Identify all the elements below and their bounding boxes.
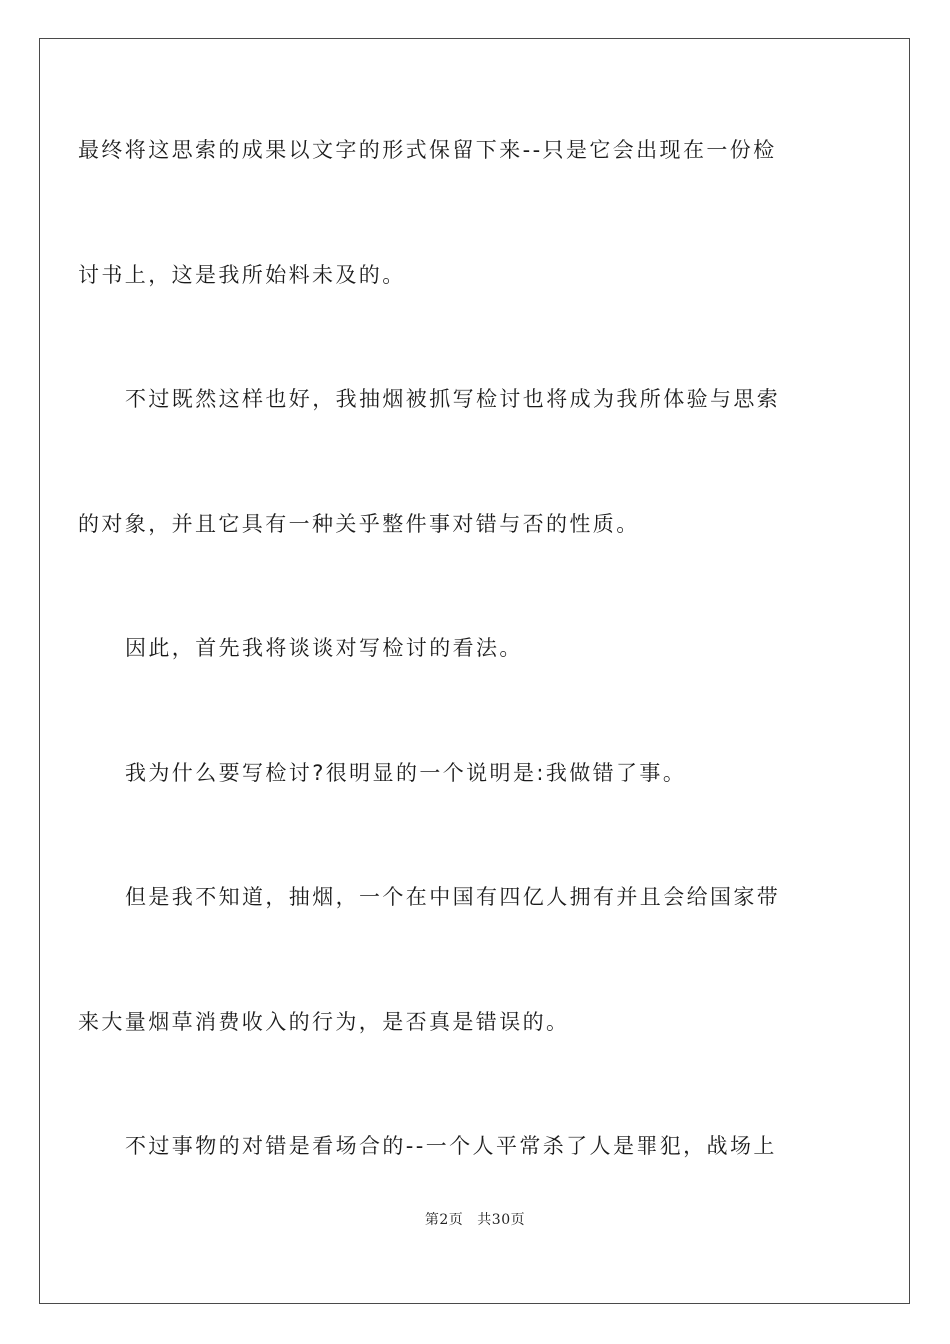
text-line-7: 但是我不知道，抽烟，一个在中国有四亿人拥有并且会给国家带	[125, 885, 781, 909]
page-frame	[39, 38, 910, 1304]
page-total: 共30页	[477, 1212, 526, 1228]
page-number: 第2页	[424, 1212, 464, 1228]
text-line-2: 讨书上，这是我所始料未及的。	[78, 263, 406, 287]
text-line-9: 不过事物的对错是看场合的--一个人平常杀了人是罪犯，战场上	[125, 1134, 777, 1158]
text-line-4: 的对象，并且它具有一种关乎整件事对错与否的性质。	[78, 512, 640, 536]
text-line-3: 不过既然这样也好，我抽烟被抓写检讨也将成为我所体验与思索	[125, 387, 781, 411]
text-line-6: 我为什么要写检讨?很明显的一个说明是:我做错了事。	[125, 761, 687, 785]
text-line-1: 最终将这思索的成果以文字的形式保留下来--只是它会出现在一份检	[78, 138, 777, 162]
text-line-8: 来大量烟草消费收入的行为，是否真是错误的。	[78, 1010, 570, 1034]
text-line-5: 因此，首先我将谈谈对写检讨的看法。	[125, 636, 523, 660]
page-footer	[0, 1209, 950, 1229]
